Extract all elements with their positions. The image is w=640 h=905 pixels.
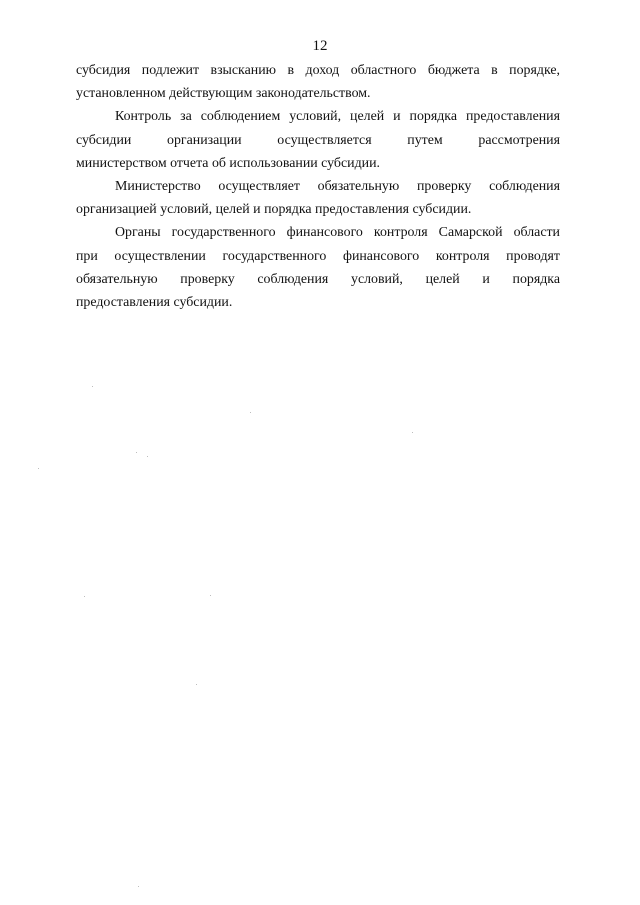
text-line: министерством отчета об использовании субсидии. xyxy=(76,155,380,171)
scan-speck xyxy=(38,468,39,469)
text-line: при осуществлении государственного финансового контроля проводят xyxy=(76,248,560,264)
text-line: установленном действующим законодательством. xyxy=(76,86,371,102)
paragraph-financial-control xyxy=(76,221,560,314)
scan-speck xyxy=(196,684,197,685)
scan-speck xyxy=(84,596,85,597)
text-line: обязательную проверку соблюдения условий, целей и порядка xyxy=(76,271,560,287)
scan-speck xyxy=(138,886,139,887)
text-line: Министерство осуществляет обязательную проверку соблюдения xyxy=(115,179,560,195)
text-line: Органы государственного финансового контроля Самарской области xyxy=(115,225,560,241)
page-number: 12 xyxy=(312,38,328,54)
text-line: Контроль за соблюдением условий, целей и порядка предоставления xyxy=(115,109,560,125)
scan-speck xyxy=(250,412,251,413)
document-body xyxy=(76,59,560,314)
text-line: организацией условий, целей и порядка предоставления субсидии. xyxy=(76,202,472,218)
text-line: субсидия подлежит взысканию в доход областного бюджета в порядке, xyxy=(76,63,560,78)
scan-speck xyxy=(92,386,93,387)
scan-speck xyxy=(210,595,211,596)
paragraph-ministry-check xyxy=(76,175,560,221)
scan-speck xyxy=(136,452,137,453)
text-line: субсидии организации осуществляется путем рассмотрения xyxy=(76,132,560,148)
scan-speck xyxy=(412,432,413,433)
scan-speck xyxy=(147,456,148,457)
paragraph-control xyxy=(76,105,560,175)
text-line: предоставления субсидии. xyxy=(76,295,233,311)
paragraph-subsidy-recovery xyxy=(76,59,560,105)
